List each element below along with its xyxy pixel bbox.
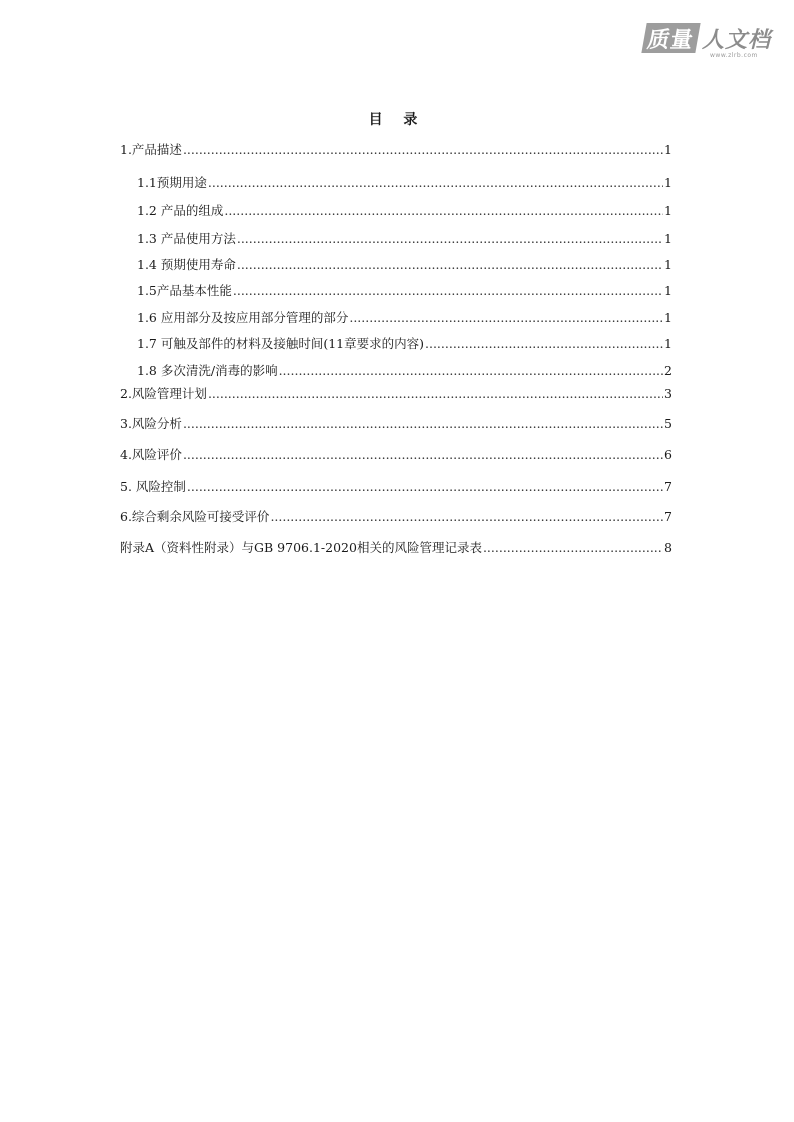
toc-entry-1-2[interactable]: [137, 202, 672, 220]
toc-entry-page: 1: [664, 231, 672, 246]
dot-leader: [224, 202, 663, 220]
toc-entry-label: 2.风险管理计划: [120, 386, 207, 401]
toc-entry-page: 3: [664, 386, 672, 401]
logo-boxed-text: 质量: [641, 23, 700, 53]
toc-title: 目 录: [368, 112, 426, 128]
toc-entry-page: 1: [664, 175, 672, 190]
dot-leader: [183, 141, 663, 159]
dot-leader: [483, 539, 663, 557]
toc-entry-1-5[interactable]: [137, 282, 672, 300]
toc-entry-page: 1: [664, 142, 672, 157]
toc-entry-3[interactable]: [120, 415, 672, 433]
logo-text: 人文档: [702, 27, 772, 53]
toc-entry-6[interactable]: [120, 508, 672, 526]
toc-entry-page: 1: [664, 283, 672, 298]
toc-entry-1-1[interactable]: [137, 174, 672, 192]
toc-entry-label: 5. 风险控制: [120, 479, 186, 494]
dot-leader: [270, 508, 663, 526]
toc-entry-1-4[interactable]: [137, 256, 672, 274]
dot-leader: [183, 415, 663, 433]
toc-entry-label: 1.产品描述: [120, 142, 182, 157]
dot-leader: [425, 335, 663, 353]
toc-entry-5[interactable]: [120, 478, 672, 496]
toc-entry-page: 1: [664, 203, 672, 218]
toc-entry-1-7[interactable]: [137, 335, 672, 353]
toc-entry-page: 1: [664, 257, 672, 272]
logo-url: www.zlrb.com: [710, 52, 758, 59]
toc-entry-label: 1.5产品基本性能: [137, 283, 232, 298]
toc-entry-2[interactable]: [120, 385, 672, 403]
toc-entry-page: 7: [664, 509, 672, 524]
dot-leader: [187, 478, 663, 496]
toc-entry-label: 6.综合剩余风险可接受评价: [120, 509, 270, 524]
dot-leader: [279, 362, 663, 380]
toc-entry-label: 附录A（资料性附录）与GB 9706.1-2020相关的风险管理记录表: [120, 540, 482, 555]
dot-leader: [349, 309, 663, 327]
toc-entry-page: 6: [664, 447, 672, 462]
toc-entry-page: 2: [664, 363, 672, 378]
toc-entry-1-6[interactable]: [137, 309, 672, 327]
dot-leader: [237, 230, 663, 248]
toc-entry-1-3[interactable]: [137, 230, 672, 248]
toc-entry-label: 1.6 应用部分及按应用部分管理的部分: [137, 310, 349, 325]
toc-entry-page: 8: [664, 540, 672, 555]
dot-leader: [237, 256, 663, 274]
toc-entry-appendix-a[interactable]: [120, 539, 672, 557]
dot-leader: [233, 282, 663, 300]
toc-entry-1-8[interactable]: [137, 362, 672, 380]
toc-entry-page: 1: [664, 336, 672, 351]
toc-entry-1[interactable]: [120, 141, 672, 159]
toc-entry-page: 7: [664, 479, 672, 494]
toc-entry-page: 1: [664, 310, 672, 325]
toc-entry-4[interactable]: [120, 446, 672, 464]
dot-leader: [208, 174, 663, 192]
toc-entry-label: 3.风险分析: [120, 416, 182, 431]
toc-entry-label: 1.2 产品的组成: [137, 203, 224, 218]
toc-entry-label: 1.8 多次清洗/消毒的影响: [137, 363, 278, 378]
toc-entry-page: 5: [664, 416, 672, 431]
toc-entry-label: 1.1预期用途: [137, 175, 207, 190]
dot-leader: [183, 446, 663, 464]
watermark-logo: [644, 22, 784, 62]
toc-entry-label: 1.4 预期使用寿命: [137, 257, 236, 272]
toc-entry-label: 1.7 可触及部件的材料及接触时间(11章要求的内容): [137, 336, 425, 351]
dot-leader: [208, 385, 663, 403]
toc-entry-label: 4.风险评价: [120, 447, 182, 462]
toc-entry-label: 1.3 产品使用方法: [137, 231, 236, 246]
